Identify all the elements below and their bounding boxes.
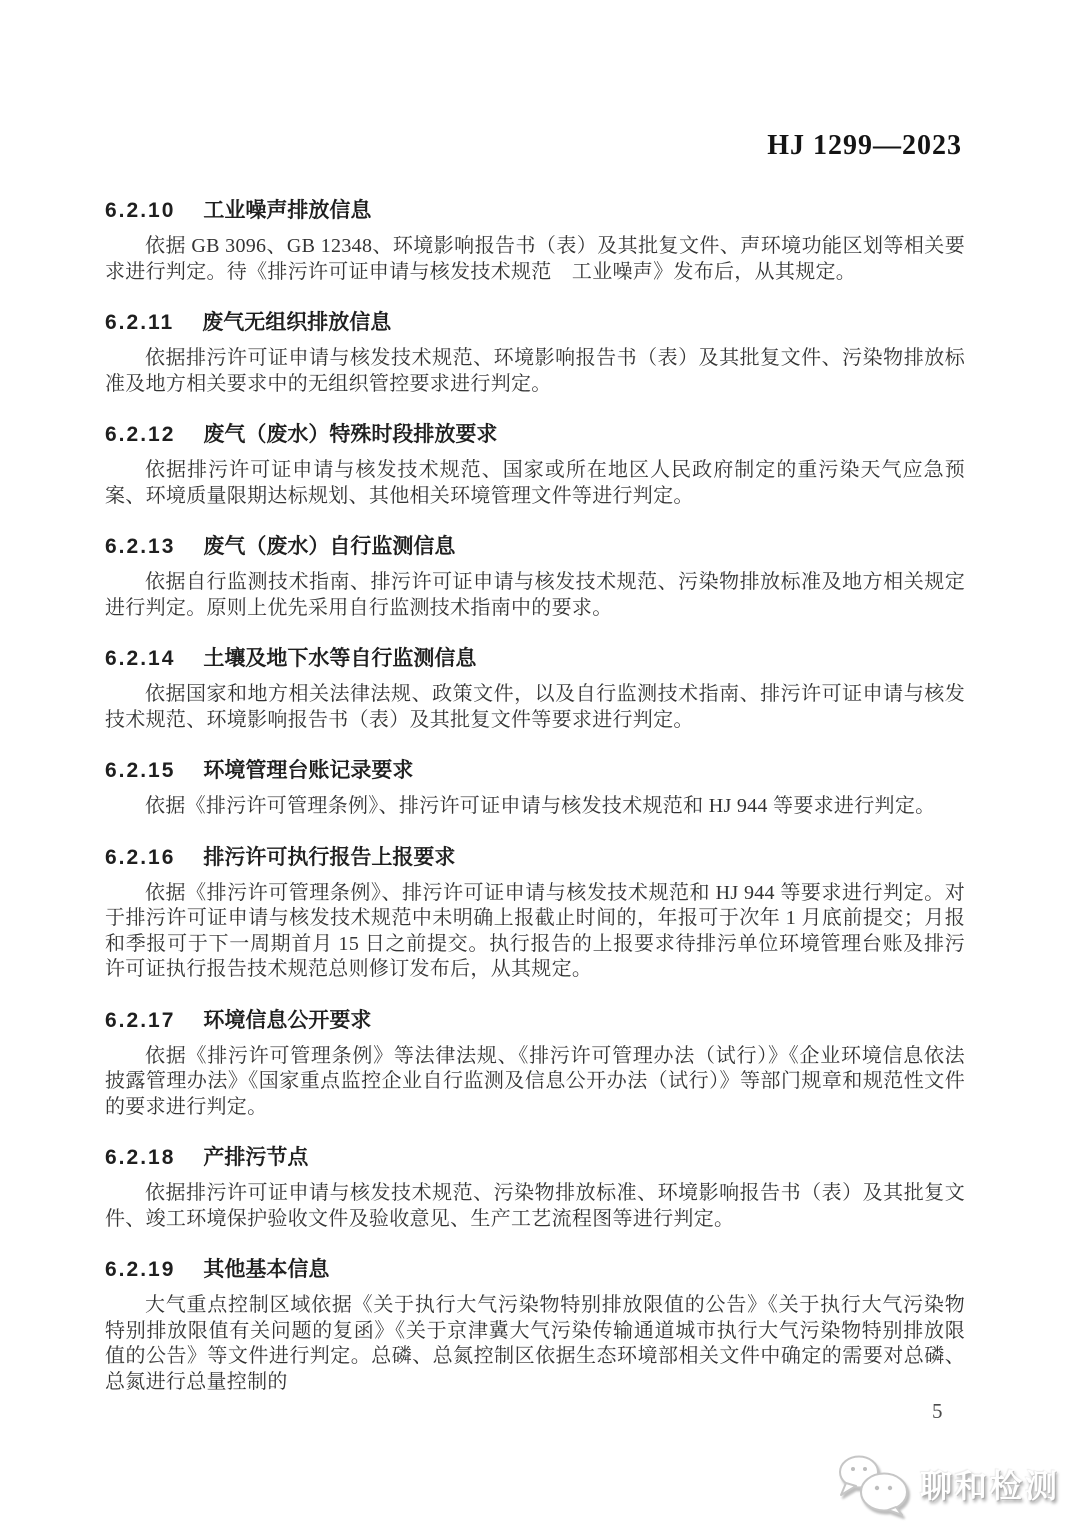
section-number: 6.2.13: [105, 535, 176, 558]
section: [105, 1256, 965, 1395]
section-title: 排污许可执行报告上报要求: [203, 845, 456, 869]
section-number: 6.2.16: [105, 845, 176, 869]
section-heading: [105, 1144, 965, 1172]
section: [105, 421, 965, 509]
section-heading: [105, 1256, 965, 1284]
section-number: 6.2.19: [105, 1258, 176, 1281]
section-heading: [105, 309, 965, 337]
watermark-text: 聊和检测: [919, 1468, 1060, 1504]
section-paragraph: 依据《排污许可管理条例》等法律法规、《排污许可管理办法（试行）》《企业环境信息依法披露管理办法》《国家重点监控企业自行监测及信息公开办法（试行）》等部门规章和规范性文件的要求进行判定。: [105, 1044, 965, 1118]
section-paragraph: 依据自行监测技术指南、排污许可证申请与核发技术规范、污染物排放标准及地方相关规定进行判定。原则上优先采用自行监测技术指南中的要求。: [105, 571, 965, 619]
section: [105, 533, 965, 621]
section-paragraph: 依据排污许可证申请与核发技术规范、环境影响报告书（表）及其批复文件、污染物排放标准及地方相关要求中的无组织管控要求进行判定。: [105, 347, 965, 395]
section-title: 其他基本信息: [203, 1258, 330, 1281]
wechat-chat-bubbles-icon: [836, 1452, 912, 1516]
section-paragraph: 依据排污许可证申请与核发技术规范、国家或所在地区人民政府制定的重污染天气应急预案、环境质量限期达标规划、其他相关环境管理文件等进行判定。: [105, 459, 965, 507]
section-heading: [105, 421, 965, 449]
section-title: 产排污节点: [203, 1146, 309, 1169]
section: [105, 1144, 965, 1232]
section-paragraph: 依据《排污许可管理条例》、排污许可证申请与核发技术规范和 HJ 944 等要求进行判定。: [145, 795, 936, 817]
section: [105, 197, 965, 285]
section-number: 6.2.15: [105, 759, 176, 782]
section: [105, 757, 965, 820]
section-heading: [105, 197, 965, 225]
section-paragraph: 依据排污许可证申请与核发技术规范、污染物排放标准、环境影响报告书（表）及其批复文件、竣工环境保护验收文件及验收意见、生产工艺流程图等进行判定。: [105, 1182, 965, 1230]
section-paragraph: 大气重点控制区域依据《关于执行大气污染物特别排放限值的公告》《关于执行大气污染物特别排放限值有关问题的复函》《关于京津冀大气污染传输通道城市执行大气污染物特别排放限值的公告》等文件进行判定。总磷、总氮控制区依据生态环境部相关文件中确定的需要对总磷、总氮进行总量控制的: [105, 1294, 965, 1393]
section-paragraph: 依据《排污许可管理条例》、排污许可证申请与核发技术规范和 HJ 944 等要求进行判定。对于排污许可证申请与核发技术规范中未明确上报截止时间的，年报可于次年 1 月底前提交；月报和季报可于下一周期首月 15 日之前提交。执行报告的上报要求待排污单位环境管理台账及排污许可证执行报告技术规范总则修订发布后，从其规定。: [105, 881, 965, 980]
section-number: 6.2.12: [105, 423, 176, 446]
section-number: 6.2.10: [105, 199, 176, 222]
section-title: 土壤及地下水等自行监测信息: [203, 647, 477, 670]
section-heading: [105, 645, 965, 673]
section-number: 6.2.18: [105, 1146, 176, 1169]
section-heading: [105, 533, 965, 561]
section-title: 环境管理台账记录要求: [203, 759, 414, 782]
watermark-logo: [836, 1452, 1060, 1516]
standard-code-header: HJ 1299—2023: [767, 130, 962, 161]
section: [105, 309, 965, 397]
section: [105, 1007, 965, 1121]
section-number: 6.2.17: [105, 1008, 176, 1032]
section-heading: [105, 757, 965, 785]
section-number: 6.2.11: [105, 311, 175, 334]
section-heading: [105, 1007, 965, 1035]
section: [105, 844, 965, 983]
sections-container: [105, 173, 965, 1395]
section-number: 6.2.14: [105, 647, 176, 670]
section-paragraph: 依据 GB 3096、GB 12348、环境影响报告书（表）及其批复文件、声环境功能区划等相关要求进行判定。待《排污许可证申请与核发技术规范 工业噪声》发布后，从其规定。: [105, 235, 965, 283]
section-title: 环境信息公开要求: [203, 1008, 372, 1032]
section-title: 工业噪声排放信息: [203, 199, 372, 222]
page-number: 5: [932, 1399, 943, 1423]
section-title: 废气（废水）特殊时段排放要求: [203, 423, 498, 446]
section-title: 废气无组织排放信息: [202, 311, 392, 334]
section-paragraph: 依据国家和地方相关法律法规、政策文件，以及自行监测技术指南、排污许可证申请与核发技术规范、环境影响报告书（表）及其批复文件等要求进行判定。: [105, 683, 965, 731]
section-heading: [105, 844, 965, 872]
section: [105, 645, 965, 733]
section-title: 废气（废水）自行监测信息: [203, 535, 456, 558]
